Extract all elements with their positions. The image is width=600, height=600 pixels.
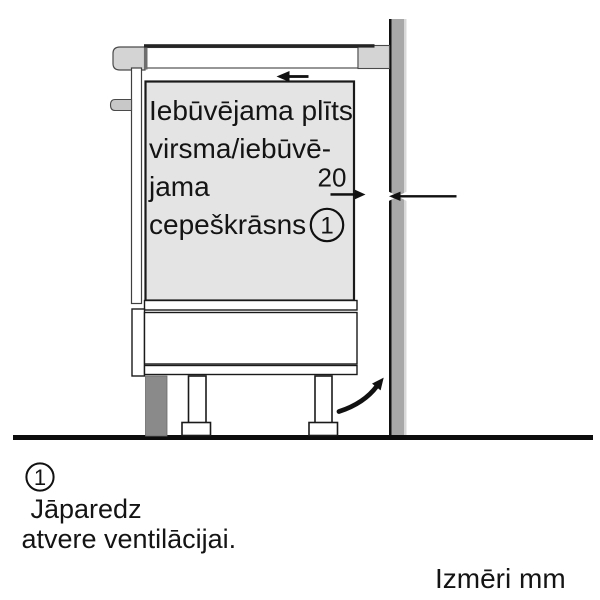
countertop-body — [145, 48, 359, 69]
appliance-label-line: jama — [149, 171, 210, 202]
footnote-marker-number: 1 — [33, 464, 47, 490]
callout-number: 1 — [320, 212, 334, 240]
leg-foot — [309, 423, 338, 436]
cabinet-leg-left — [182, 376, 211, 436]
countertop-joint — [144, 48, 148, 70]
cabinet-side-panel-upper — [132, 68, 142, 304]
ventilation-curved-arrow-icon — [339, 378, 384, 412]
countertop — [113, 44, 390, 70]
countertop-top-edge — [144, 44, 375, 47]
floor-line — [13, 435, 593, 440]
appliance-label-line: Iebūvējama plīts — [149, 95, 353, 126]
leg-stem — [315, 376, 332, 424]
leg-foot — [182, 423, 211, 436]
footnote-text-line1: Jāparedz — [30, 494, 142, 524]
countertop-left-cap — [113, 47, 145, 70]
base-top-rail — [145, 301, 358, 311]
gap-dimension-value: 20 — [317, 162, 347, 193]
plinth-panel — [146, 376, 168, 436]
gap-dimension-arrow-left-icon — [389, 192, 457, 201]
countertop-right-section — [358, 46, 390, 69]
cabinet-side-panel-lower — [132, 309, 145, 376]
footnote-text-line2: atvere ventilācijai. — [21, 524, 237, 554]
appliance-label-line: virsma/iebūvē- — [149, 133, 332, 164]
leg-stem — [189, 376, 207, 424]
cabinet-fixing-knob — [111, 100, 132, 111]
cabinet-leg-right — [309, 376, 338, 436]
base-drawer-band — [145, 313, 358, 365]
appliance-label-line: cepeškrāsns — [149, 209, 307, 240]
footnote — [22, 463, 237, 554]
wall-panel — [389, 19, 407, 436]
base-bottom-rail — [145, 366, 358, 375]
units-label: Izmēri mm — [435, 563, 566, 594]
wall-front-edge — [389, 19, 392, 436]
push-direction-arrow-left-icon — [277, 71, 309, 82]
wall-back-edge — [404, 19, 407, 436]
wall-body — [392, 19, 405, 436]
